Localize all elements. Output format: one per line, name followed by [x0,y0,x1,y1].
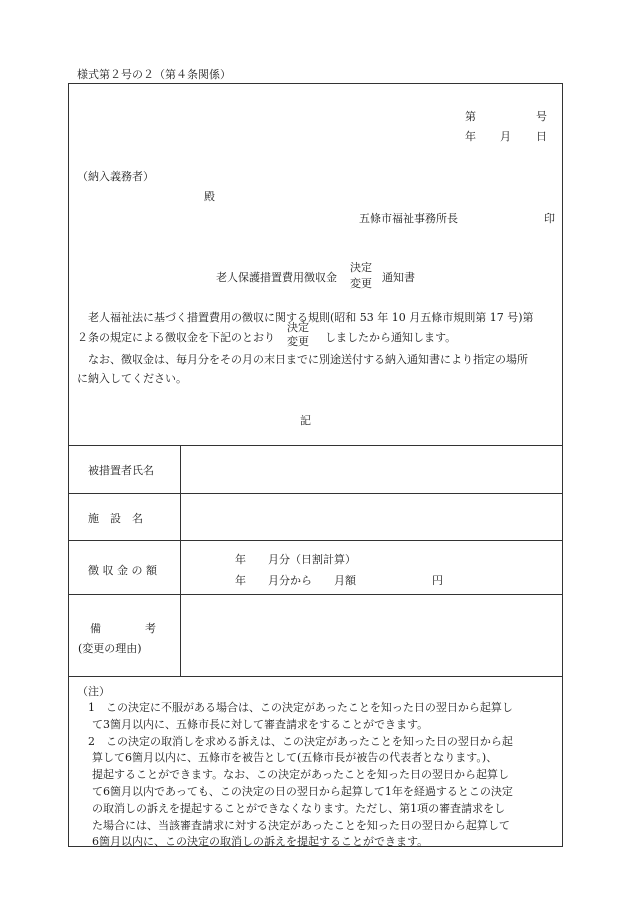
title-option-change: 変更 [350,277,372,290]
date-day: 日 [536,130,547,143]
body-line-2-pre: ２条の規定による徴収金を下記のとおり [77,331,275,344]
table-top-rule [68,445,563,446]
date-month: 月 [500,130,511,143]
title-option-decision: 決定 [350,261,372,274]
table-bottom-rule [68,676,563,677]
table-rule-1 [68,493,563,494]
note-line: て6箇月以内であっても、この決定の日の翌日から起算して1年を経過するとこの決定 [92,785,513,798]
notes-heading: （注） [77,685,110,698]
seal-mark: 印 [544,212,555,225]
note-line: の取消しの訴えを提起することができなくなります。ただし、第1項の審査請求をし [92,801,506,815]
note-line: 2 この決定の取消しを求める訴えは、この決定があったことを知った日の翌日から起 [88,734,513,748]
amount-period-monthly: 年 月分から 月額 [235,574,356,587]
body-option-stack [287,321,309,349]
form-number-label: 様式第２号の２（第４条関係） [77,68,231,81]
body-line-2-post: しましたから通知します。 [325,331,457,344]
note-line: 1 この決定に不服がある場合は、この決定があったことを知った日の翌日から起算し [88,701,513,714]
recipient-honorific: 殿 [204,190,215,203]
date-year: 年 [465,130,476,143]
note-line: た場合には、当該審査請求に対する決定があったことを知った日の翌日から起算して [92,818,510,832]
table-column-divider [180,445,181,676]
notice-title: 老人保護措置費用徴収金 [216,271,337,284]
beneficiary-name-label: 被措置者氏名 [88,464,154,477]
collection-amount-label: 徴 収 金 の 額 [88,564,157,577]
amount-period-daily: 年 月分（日割計算） [235,553,356,566]
facility-name-label: 施 設 名 [88,512,143,525]
document-number-suffix: 号 [536,110,547,123]
body-option-change: 変更 [287,335,309,348]
body-line-1: 老人福祉法に基づく措置費用の徴収に関する規則(昭和 53 年 10 月五條市規則第 17 号)第 [88,311,534,324]
remarks-label: 備 考 [90,622,156,635]
note-line: 算して6箇月以内に、五條市を被告として(五條市長が被告の代表者となります。)、 [92,751,498,765]
recipient-label: （納入義務者） [77,170,154,183]
body-line-3: なお、徴収金は、毎月分をその月の末日までに別途送付する納入通知書により指定の場所 [88,353,528,366]
remarks-change-reason: (変更の理由) [78,642,142,655]
note-line: て3箇月以内に、五條市長に対して審査請求をすることができます。 [92,717,429,731]
table-rule-3 [68,594,563,595]
note-line: 提起することができます。なお、この決定があったことを知った日の翌日から起算し [92,768,510,782]
notice-title-suffix: 通知書 [382,271,415,284]
body-option-decision: 決定 [287,321,309,334]
body-line-4: に納入してください。 [77,372,187,385]
issuer-name: 五條市福祉事務所長 [359,212,458,225]
ki-heading: 記 [300,414,311,427]
table-rule-2 [68,540,563,541]
amount-yen-unit: 円 [432,574,443,587]
title-option-stack [350,260,372,292]
document-number-prefix: 第 [465,110,476,123]
note-line: 6箇月以内に、この決定の取消しの訴えを提起することができます。 [92,835,429,849]
